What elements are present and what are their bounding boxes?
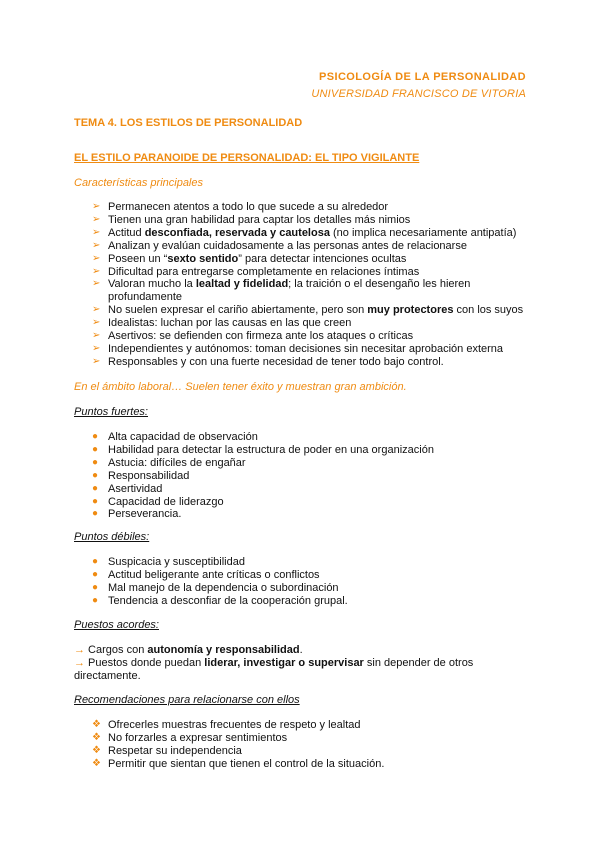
dot-bullet-icon: ●: [92, 443, 99, 455]
item-text: Poseen un “: [108, 252, 168, 265]
dot-bullet-icon: ●: [92, 495, 99, 507]
arrow-bullet-icon: ➢: [92, 201, 101, 212]
arrow-bullet-icon: ➢: [92, 252, 101, 264]
list-item: [92, 444, 532, 457]
list-item: [92, 719, 532, 732]
item-text: Actitud: [108, 226, 145, 239]
diamond-bullet-icon: ❖: [92, 744, 101, 756]
item-text: Asertividad: [108, 482, 163, 495]
item-text: Suspicacia y susceptibilidad: [108, 556, 245, 568]
job-text: Cargos con: [85, 644, 148, 656]
item-bold-text: desconfiada, reservada y cautelosa: [144, 226, 330, 239]
item-text: con los suyos: [453, 304, 524, 317]
item-text: Capacidad de liderazgo: [108, 495, 224, 508]
characteristics-list: [92, 201, 532, 369]
arrow-bullet-icon: ➢: [92, 226, 101, 238]
item-bold-text: sexto sentido: [167, 252, 239, 265]
dot-bullet-icon: ●: [92, 508, 99, 520]
course-title: PSICOLOGÍA DE LA PERSONALIDAD: [319, 71, 526, 83]
item-text: Respetar su independencia: [108, 744, 242, 757]
characteristics-heading: Características principales: [74, 177, 203, 189]
item-text: Mal manejo de la dependencia o subordinación: [108, 581, 339, 594]
arrow-bullet-icon: ➢: [92, 355, 101, 367]
weaknesses-list: [92, 556, 532, 608]
job-line: [74, 644, 514, 657]
item-text: Tienen una gran habilidad para captar los detalles más nimios: [108, 213, 411, 226]
arrow-bullet-icon: ➢: [92, 330, 101, 342]
dot-bullet-icon: ●: [92, 581, 99, 593]
list-item: [92, 278, 532, 304]
list-item: [92, 582, 532, 595]
list-item: [92, 595, 532, 608]
arrow-bullet-icon: ➢: [92, 342, 101, 354]
list-item: [92, 569, 532, 582]
item-text: ; la traición o el desengaño les hieren profundamente: [108, 278, 471, 304]
strengths-heading: Puntos fuertes:: [74, 406, 148, 418]
list-item: [92, 732, 532, 745]
arrow-bullet-icon: ➢: [92, 304, 101, 316]
dot-bullet-icon: ●: [92, 469, 99, 481]
item-text: Tendencia a desconfiar de la cooperación grupal.: [108, 594, 348, 607]
right-arrow-icon: →: [74, 657, 85, 669]
dot-bullet-icon: ●: [92, 456, 99, 468]
item-text: (no implica necesariamente antipatía): [329, 226, 517, 239]
list-item: [92, 330, 532, 343]
university-name: UNIVERSIDAD FRANCISCO DE VITORIA: [311, 88, 526, 100]
item-text: Permitir que sientan que tienen el control de la situación.: [108, 757, 385, 770]
topic-heading: TEMA 4. LOS ESTILOS DE PERSONALIDAD: [74, 117, 303, 129]
item-text: ” para detectar intenciones ocultas: [238, 252, 407, 265]
dot-bullet-icon: ●: [92, 482, 99, 494]
list-item: [92, 343, 532, 356]
work-context-note: En el ámbito laboral… Suelen tener éxito y muestran gran ambición.: [74, 381, 407, 393]
list-item: [92, 201, 532, 214]
list-item: [92, 745, 532, 758]
item-text: Analizan y evalúan cuidadosamente a las personas antes de relacionarse: [108, 239, 467, 252]
arrow-bullet-icon: ➢: [92, 278, 101, 290]
dot-bullet-icon: ●: [92, 431, 99, 442]
dot-bullet-icon: ●: [92, 556, 99, 567]
job-line: [74, 657, 514, 683]
list-item: [92, 266, 532, 279]
item-text: Perseverancia.: [108, 508, 182, 521]
strengths-list: [92, 431, 532, 521]
item-text: Habilidad para detectar la estructura de poder en una organización: [108, 443, 434, 456]
suitable-jobs-heading: Puestos acordes:: [74, 619, 159, 631]
section-subtitle: EL ESTILO PARANOIDE DE PERSONALIDAD: EL TIPO VIGILANTE: [74, 152, 420, 164]
item-text: No forzarles a expresar sentimientos: [108, 731, 288, 744]
list-item: [92, 457, 532, 470]
item-text: No suelen expresar el cariño abiertamente, pero son: [108, 304, 368, 317]
list-item: [92, 356, 532, 369]
item-text: Responsables y con una fuerte necesidad de tener todo bajo control.: [108, 355, 444, 368]
list-item: [92, 556, 532, 569]
item-bold-text: muy protectores: [367, 304, 454, 317]
item-text: Permanecen atentos a todo lo que sucede a su alrededor: [108, 201, 389, 213]
list-item: [92, 758, 532, 771]
list-item: [92, 253, 532, 266]
list-item: [92, 470, 532, 483]
item-text: Asertivos: se defienden con firmeza ante los ataques o críticas: [108, 330, 414, 343]
arrow-bullet-icon: ➢: [92, 239, 101, 251]
job-text: Puestos donde puedan: [85, 657, 205, 669]
item-text: Idealistas: luchan por las causas en las que creen: [108, 317, 352, 330]
item-text: Independientes y autónomos: toman decisiones sin necesitar aprobación externa: [108, 342, 504, 355]
item-text: Astucia: difíciles de engañar: [108, 456, 246, 469]
item-text: Dificultad para entregarse completamente en relaciones íntimas: [108, 265, 420, 278]
job-bold-text: autonomía y responsabilidad: [147, 644, 300, 656]
right-arrow-icon: →: [74, 644, 85, 656]
arrow-bullet-icon: ➢: [92, 265, 101, 277]
recommendations-heading: Recomendaciones para relacionarse con ellos: [74, 694, 300, 706]
item-text: Alta capacidad de observación: [108, 431, 258, 443]
item-bold-text: lealtad y fidelidad: [195, 278, 289, 291]
list-item: [92, 317, 532, 330]
job-text: .: [299, 644, 303, 656]
list-item: [92, 214, 532, 227]
item-text: Valoran mucho la: [108, 278, 196, 291]
list-item: [92, 483, 532, 496]
job-bold-text: liderar, investigar o supervisar: [204, 657, 364, 669]
arrow-bullet-icon: ➢: [92, 213, 101, 225]
list-item: [92, 508, 532, 521]
suitable-jobs-text: [74, 644, 514, 683]
recommendations-list: [92, 719, 532, 771]
diamond-bullet-icon: ❖: [92, 731, 101, 743]
list-item: [92, 496, 532, 509]
weaknesses-heading: Puntos débiles:: [74, 531, 150, 543]
item-text: Ofrecerles muestras frecuentes de respeto y lealtad: [108, 719, 361, 731]
job-text: sin depender de otros directamente.: [74, 657, 474, 682]
arrow-bullet-icon: ➢: [92, 317, 101, 329]
list-item: [92, 240, 532, 253]
item-text: Responsabilidad: [108, 469, 190, 482]
list-item: [92, 431, 532, 444]
diamond-bullet-icon: ❖: [92, 719, 101, 730]
dot-bullet-icon: ●: [92, 594, 99, 606]
dot-bullet-icon: ●: [92, 568, 99, 580]
list-item: [92, 227, 532, 240]
diamond-bullet-icon: ❖: [92, 757, 101, 769]
item-text: Actitud beligerante ante críticas o conflictos: [108, 568, 320, 581]
list-item: [92, 304, 532, 317]
